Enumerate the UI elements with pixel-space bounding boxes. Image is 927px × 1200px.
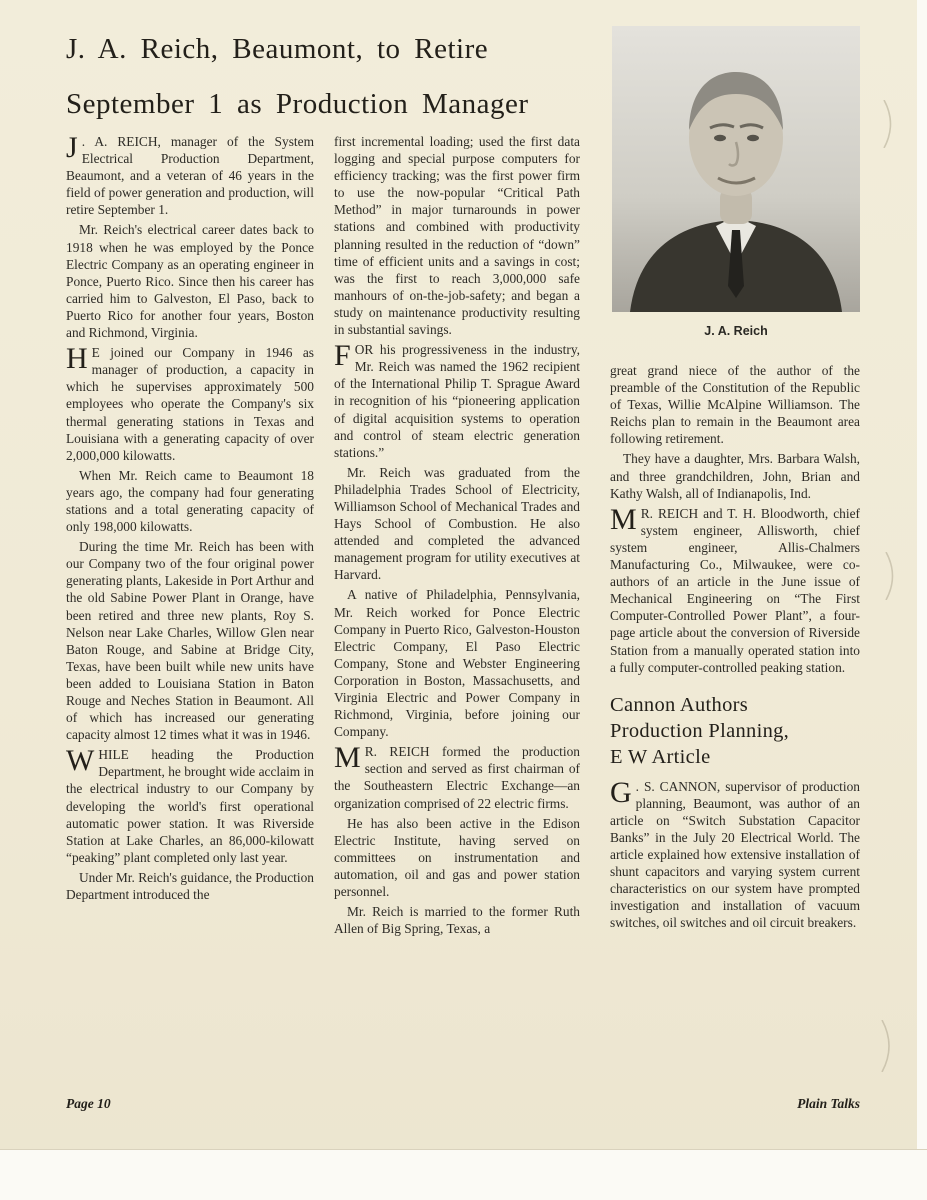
article2-heading-line-2: Production Planning,	[610, 719, 790, 742]
column-1	[66, 133, 314, 906]
photo-caption: J. A. Reich	[704, 324, 768, 338]
dropcap: M	[334, 741, 361, 775]
paragraph	[334, 903, 580, 937]
paragraph	[334, 815, 580, 900]
paragraph-text: Mr. Reich's electrical career dates back to 1918 when he was employed by the Ponce Electric Company as an operating engineer in Ponce, Puerto Rico. Since then his career has carried him to Galveston, El Paso, back to Puerto Rico for another four years, Boston and Richmond, Virginia.	[66, 222, 314, 341]
dropcap: W	[66, 744, 95, 778]
paragraph-text: He has also been active in the Edison Electric Institute, having served on committees on instrumentation and automation, oil and gas and power station personnel.	[334, 815, 580, 900]
paragraph-text: R. REICH formed the production section and served as first chairman of the Southeastern Electric Exchange—an organization comprised of 22 electric firms.	[334, 744, 580, 811]
paragraph	[334, 341, 580, 461]
column-3	[610, 362, 860, 935]
page-curl-artifact	[879, 1020, 899, 1072]
paragraph-text: R. REICH and T. H. Bloodworth, chief system engineer, Allisworth, chief system engineer, Allis-Chalmers Manufacturing Co., Milwaukee, were co-authors of an article in the June issue of Mechanical Engineering on “The First Computer-Controlled Power Plant”, a four-page article about the conversion of Riverside Station from a manually operated station into a fully computer-controlled peaking station.	[610, 505, 860, 675]
dropcap: M	[610, 502, 637, 536]
paragraph-text: HILE heading the Production Department, he brought wide acclaim in the electrical industry to our Company by developing the world's first operational automatic power station. It was Riverside Station at Lake Charles, an 86,000-kilowatt “peaking” plant completed only last year.	[66, 747, 314, 865]
page-number: Page 10	[66, 1096, 111, 1111]
portrait-photo-art	[612, 26, 860, 312]
publication-name: Plain Talks	[797, 1096, 860, 1111]
paragraph	[334, 743, 580, 811]
scan-edge-bottom	[0, 1149, 927, 1200]
dropcap: J	[66, 131, 78, 164]
dropcap: G	[610, 775, 632, 809]
paragraph-text: E joined our Company in 1946 as manager of production, a capacity in which he supervises approximately 500 employees who operate the Company's six thermal generating stations in Texas and Louisiana with a generating capacity of over 2,000,000 kilowatts.	[66, 345, 314, 463]
article2-heading-line-1: Cannon Authors	[610, 693, 749, 716]
paragraph	[610, 775, 860, 932]
paragraph	[66, 746, 314, 866]
paragraph	[66, 344, 314, 464]
paragraph	[610, 502, 860, 676]
paragraph-text: Under Mr. Reich's guidance, the Production Department introduced the	[66, 869, 314, 903]
paragraph	[66, 221, 314, 341]
paragraph	[66, 869, 314, 903]
paragraph-text: Mr. Reich was graduated from the Philadelphia Trades School of Electricity, Williamson School of Mechanical Trades and Hays School of Combustion. He also attended and completed the advanced management program for utility executives at Harvard.	[334, 464, 580, 583]
page-curl-artifact	[883, 552, 903, 600]
portrait-photo	[612, 26, 860, 312]
paragraph-text: Mr. Reich is married to the former Ruth Allen of Big Spring, Texas, a	[334, 904, 580, 937]
paragraph	[334, 133, 580, 338]
paragraph-text: When Mr. Reich came to Beaumont 18 years ago, the company had four generating stations and a total generating capacity of only 198,000 kilowatts.	[66, 467, 314, 535]
paragraph-text: first incremental loading; used the first data logging and special purpose computers for efficiency tracking; was the first power firm to use the now-popular “Critical Path Method” in major turnarounds in power stations and combined with productivity planning resulted in the reduction of “down” time of efficient units and a savings in cost; was the first to reach 3,000,000 safe manhours of on-the-job-safety; and began a study on maintenance productivity resulting in substantial savings.	[334, 134, 580, 338]
paragraph-text: OR his progressiveness in the industry, Mr. Reich was named the 1962 recipient of the International Philip T. Sprague Award in recognition of his “pioneering application of digital acquisition systems to operation and control of steam electric generation stations.”	[334, 342, 580, 460]
paragraph-text: great grand niece of the author of the preamble of the Constitution of the Republic of Texas, Willie McAlpine Williamson. The Reichs plan to remain in the Beaumont area following retirement.	[610, 363, 860, 447]
paragraph-text: A native of Philadelphia, Pennsylvania, Mr. Reich worked for Ponce Electric Company in Puerto Rico, Galveston-Houston Electric Company, El Paso Electric Company, Stone and Webster Engineering Corporation in Boston, Massachusetts, and Virginia Electric and Power Company in Richmond, Virginia, before joining our Company.	[334, 587, 580, 740]
column-2	[334, 133, 580, 940]
paragraph	[610, 362, 860, 447]
paragraph-text: . S. CANNON, supervisor of production planning, Beaumont, was author of an article on “Switch Substation Capacitor Banks” in the July 20 Electrical World. The article explained how extensive installation of shunt capacitors and varying system current characteristics on our system have prompted investigation and installation of vacuum switches, oil switches and oil circuit breakers.	[610, 778, 860, 931]
article2-heading-line-3: E W Article	[610, 745, 711, 768]
paragraph	[334, 586, 580, 740]
paragraph	[66, 133, 314, 218]
paragraph-text: They have a daughter, Mrs. Barbara Walsh, and three grandchildren, John, Brian and Kathy Walsh, all of Indianapolis, Ind.	[610, 451, 860, 501]
scan-edge-right	[917, 0, 927, 1200]
article-headline	[66, 22, 616, 132]
page-curl-artifact	[881, 100, 901, 148]
paragraph-text: . A. REICH, manager of the System Electrical Production Department, Beaumont, and a veteran of 46 years in the field of power generation and production, will retire September 1.	[66, 134, 314, 218]
paragraph	[66, 467, 314, 535]
dropcap: H	[66, 342, 88, 376]
headline-line-2: September 1 as Production Manager	[66, 88, 529, 120]
paragraph	[334, 464, 580, 584]
paragraph	[66, 538, 314, 743]
article2-heading	[610, 692, 860, 770]
paragraph-text: During the time Mr. Reich has been with our Company two of the four original power generating plants, Lakeside in Port Arthur and the old Sabine Power Plant in Orange, have been retired and three new plants, Roy S. Nelson near Lake Charles, Willow Glen near Baton Rouge, and Sabine at Bridge City, Texas, have been built while new units have been added to Louisiana Station in Baton Rouge and Neches Station in Beaumont. All of which has increased our generating capacity almost 12 times what it was in 1946.	[66, 539, 314, 743]
paragraph	[610, 450, 860, 501]
dropcap: F	[334, 339, 351, 373]
headline-line-1: J. A. Reich, Beaumont, to Retire	[66, 33, 489, 65]
